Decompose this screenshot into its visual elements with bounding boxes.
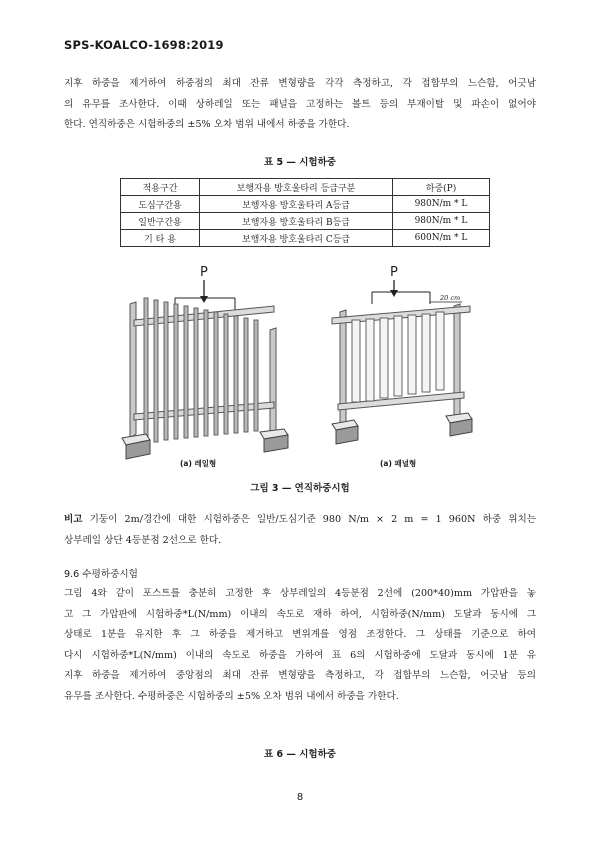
paragraph-line: 그림 4와 같이 포스트를 충분히 고정한 후 상부레일의 4등분점 2선에 (200*40)mm 가압판을 놓 xyxy=(64,588,536,599)
fence-bar xyxy=(244,318,248,432)
fence-post xyxy=(454,304,460,418)
fence-bar xyxy=(144,298,148,442)
table-header-cell: 하중(P) xyxy=(393,179,490,196)
panel-slat xyxy=(366,319,374,401)
test-load-table xyxy=(120,178,490,247)
table-row xyxy=(121,213,490,230)
table-cell: 보행자용 방호울타리 C등급 xyxy=(200,230,393,247)
paragraph-line: 지후 하중을 제거하여 하중점의 최대 잔류 변형량을 각각 측정하고, 각 접합부의 느슨함, 어긋남 xyxy=(64,78,536,89)
panel-slat xyxy=(352,320,360,402)
paragraph-line: 유무를 조사한다. 수평하중은 시험하중의 ±5% 오차 범위 내에서 하중을 가한다. xyxy=(64,690,399,702)
fence-bar xyxy=(184,306,188,438)
load-arrowhead xyxy=(200,296,208,303)
rail-fence-illustration xyxy=(120,262,310,462)
fence-bar xyxy=(214,312,218,435)
fence-bar xyxy=(254,320,258,431)
table-cell: 980N/m * L xyxy=(393,196,490,213)
panel-slat xyxy=(436,312,444,390)
fence-bar xyxy=(174,304,178,439)
load-label: P xyxy=(390,265,398,280)
table-cell: 980N/m * L xyxy=(393,213,490,230)
footings xyxy=(332,413,472,444)
table-cell: 기 타 용 xyxy=(121,230,200,247)
table-cell: 일반구간용 xyxy=(121,213,200,230)
section-paragraph xyxy=(64,584,536,707)
paragraph-line: 다시 시험하중*L(N/mm) 이내의 속도로 하중을 가하여 표 6의 시험하중에 도달과 동시에 1분 유 xyxy=(64,649,536,661)
panel-slat xyxy=(408,315,416,394)
panel-slat xyxy=(394,316,402,396)
paragraph-line: 지후 하중을 제거하여 중앙점의 최대 잔류 변형량을 측정하고, 각 접합부의 느슨함, 어긋남 등의 xyxy=(64,670,536,681)
paragraph-line: 고 그 가압판에 시험하중*L(N/mm) 이내의 속도로 재하 하여, 시험하중(N/mm) 도달과 동시에 그 xyxy=(64,608,536,620)
fence-post xyxy=(270,328,276,434)
table-header-cell: 적용구간 xyxy=(121,179,200,196)
figure-label-a: (a) 레일형 xyxy=(180,459,217,468)
fence-bar xyxy=(154,300,158,442)
panel-slat xyxy=(422,314,430,392)
fence-bar xyxy=(234,316,238,433)
table-header-row xyxy=(121,179,490,196)
fence-bar xyxy=(224,314,228,434)
panel-frames xyxy=(352,312,444,402)
remark-paragraph xyxy=(64,510,536,551)
remark-line xyxy=(64,510,536,531)
remark-text: 기둥이 2m/경간에 대한 시험하중은 일반/도심기준 980 N/m × 2 m = 1 960N 하중 위치는 xyxy=(89,514,536,525)
table-cell: 600N/m * L xyxy=(393,230,490,247)
remark-line: 상부레일 상단 4등분점 2선으로 한다. xyxy=(64,534,222,546)
table-cell: 보행자용 방호울타리 A등급 xyxy=(200,196,393,213)
table-cell: 보행자용 방호울타리 B등급 xyxy=(200,213,393,230)
table5-caption: 표 5 — 시험하중 xyxy=(264,157,336,168)
section-heading: 9.6 수평하중시험 xyxy=(64,569,138,580)
fence-bar xyxy=(194,308,198,437)
table-header-cell: 보행자용 방호울타리 등급구분 xyxy=(200,179,393,196)
fence-bar xyxy=(164,302,168,440)
table-cell: 도심구간용 xyxy=(121,196,200,213)
paragraph-line: 한다. 연직하중은 시험하중의 ±5% 오차 범위 내에서 하중을 가한다. xyxy=(64,119,350,130)
load-label: P xyxy=(200,265,208,280)
dimension-label: 20 cm xyxy=(440,294,461,302)
load-arrowhead xyxy=(390,290,398,297)
figure3-caption: 그림 3 — 연직하중시험 xyxy=(250,483,350,494)
table-row xyxy=(121,196,490,213)
figure-label-b: (a) 패널형 xyxy=(380,459,417,468)
paragraph-line: 의 유무를 조사한다. 이때 상하레일 또는 패널을 고정하는 볼트 등의 부재이탈 및 파손이 없어야 xyxy=(64,98,536,110)
intro-paragraph xyxy=(64,74,536,136)
table6-caption: 표 6 — 시험하중 xyxy=(264,749,336,760)
fence-bar xyxy=(204,310,208,436)
remark-label: 비고 xyxy=(64,514,83,525)
page-number: 8 xyxy=(296,792,304,803)
paragraph-line: 상태로 1분을 유지한 후 그 하중을 제거하고 변위계를 영점 조정한다. 그 상태를 기준으로 하여 xyxy=(64,629,536,640)
document-id: SPS-KOALCO-1698:2019 xyxy=(64,38,224,52)
table-row xyxy=(121,230,490,247)
panel-fence-illustration xyxy=(330,262,480,452)
panel-slat xyxy=(380,318,388,398)
